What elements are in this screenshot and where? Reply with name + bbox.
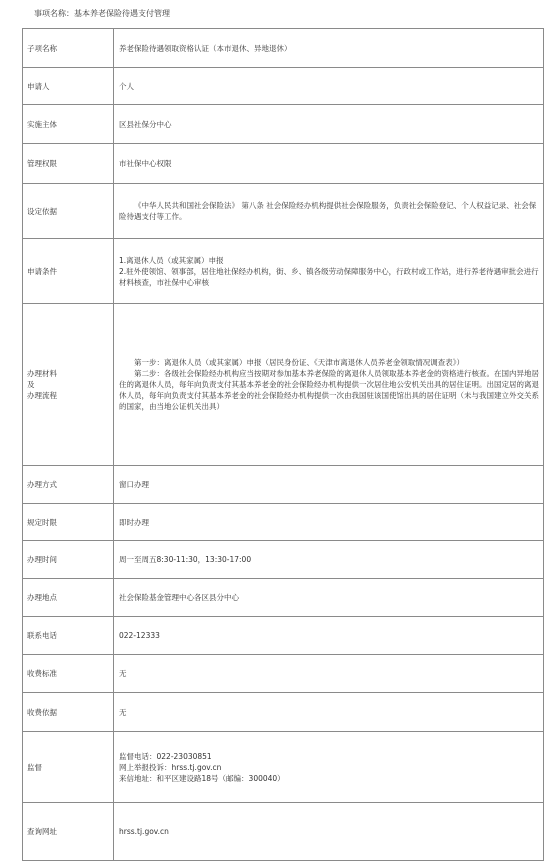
table-row [23,803,544,861]
row-value: hrss.tj.gov.cn [114,803,544,861]
row-label: 查询网址 [23,803,114,861]
row-value: 区县社保分中心 [114,105,544,144]
table-row [23,693,544,732]
table-row [23,504,544,541]
table-row [23,184,544,239]
row-value: 无 [114,693,544,732]
table-row [23,579,544,617]
row-label: 联系电话 [23,617,114,655]
table-row [23,541,544,579]
table-row [23,304,544,466]
row-label: 收费依据 [23,693,114,732]
table-row [23,466,544,504]
row-label: 申请人 [23,68,114,105]
row-label: 实施主体 [23,105,114,144]
table-row [23,105,544,144]
row-label: 办理方式 [23,466,114,504]
row-value: 社会保险基金管理中心各区县分中心 [114,579,544,617]
row-label: 管理权限 [23,144,114,184]
row-label: 申请条件 [23,239,114,304]
row-value: 《中华人民共和国社会保险法》 第八条 社会保险经办机构提供社会保险服务，负责社会保险登记、个人权益记录、社会保险待遇支付等工作。 [114,184,544,239]
row-label: 规定时限 [23,504,114,541]
info-table [22,28,544,836]
row-value: 第一步：离退休人员（或其家属）申报（居民身份证、《天津市离退休人员养老金领取情况调查表》） 第二步：各级社会保险经办机构应当按期对参加基本养老保险的离退休人员领取基本养老金的资格进行核查。在国内异地居住的离退休人员，每年向负责支付其基本养老金的社会保险经办机构提供一次居住地公安机关出具的居住证明。出国定居的离退休人员，每年向负责支付其基本养老金的社会保险经办机构提供一次由我国驻该国使馆出具的居住证明（未与我国建立外交关系的国家，由当地公证机关出具） [114,304,544,466]
row-label: 子项名称 [23,29,114,68]
row-value: 1.离退休人员（或其家属）申报 2.驻外使领馆、领事部，居住地社保经办机构，街、乡、镇各级劳动保障服务中心，行政村或工作站，进行养老待遇审批会进行材料核查，市社保中心审核 [114,239,544,304]
document-title: 事项名称：基本养老保险待遇支付管理 [34,9,170,18]
row-value: 市社保中心权限 [114,144,544,184]
table-row [23,239,544,304]
row-value: 即时办理 [114,504,544,541]
row-value: 窗口办理 [114,466,544,504]
row-label: 办理材料 及 办理流程 [23,304,114,466]
row-value: 监督电话：022-23030851 网上举报投诉：hrss.tj.gov.cn 来信地址：和平区建设路18号（邮编：300040） [114,732,544,803]
table-row [23,144,544,184]
table-row [23,617,544,655]
row-label: 设定依据 [23,184,114,239]
row-value: 养老保险待遇领取资格认证（本市退休、异地退休） [114,29,544,68]
table-row [23,655,544,693]
row-label: 监督 [23,732,114,803]
table-row [23,29,544,68]
row-label: 收费标准 [23,655,114,693]
table-row [23,732,544,803]
table-row [23,68,544,105]
row-value: 022-12333 [114,617,544,655]
row-value: 个人 [114,68,544,105]
row-label: 办理时间 [23,541,114,579]
row-value: 周一至周五8:30-11:30，13:30-17:00 [114,541,544,579]
row-value: 无 [114,655,544,693]
row-label: 办理地点 [23,579,114,617]
